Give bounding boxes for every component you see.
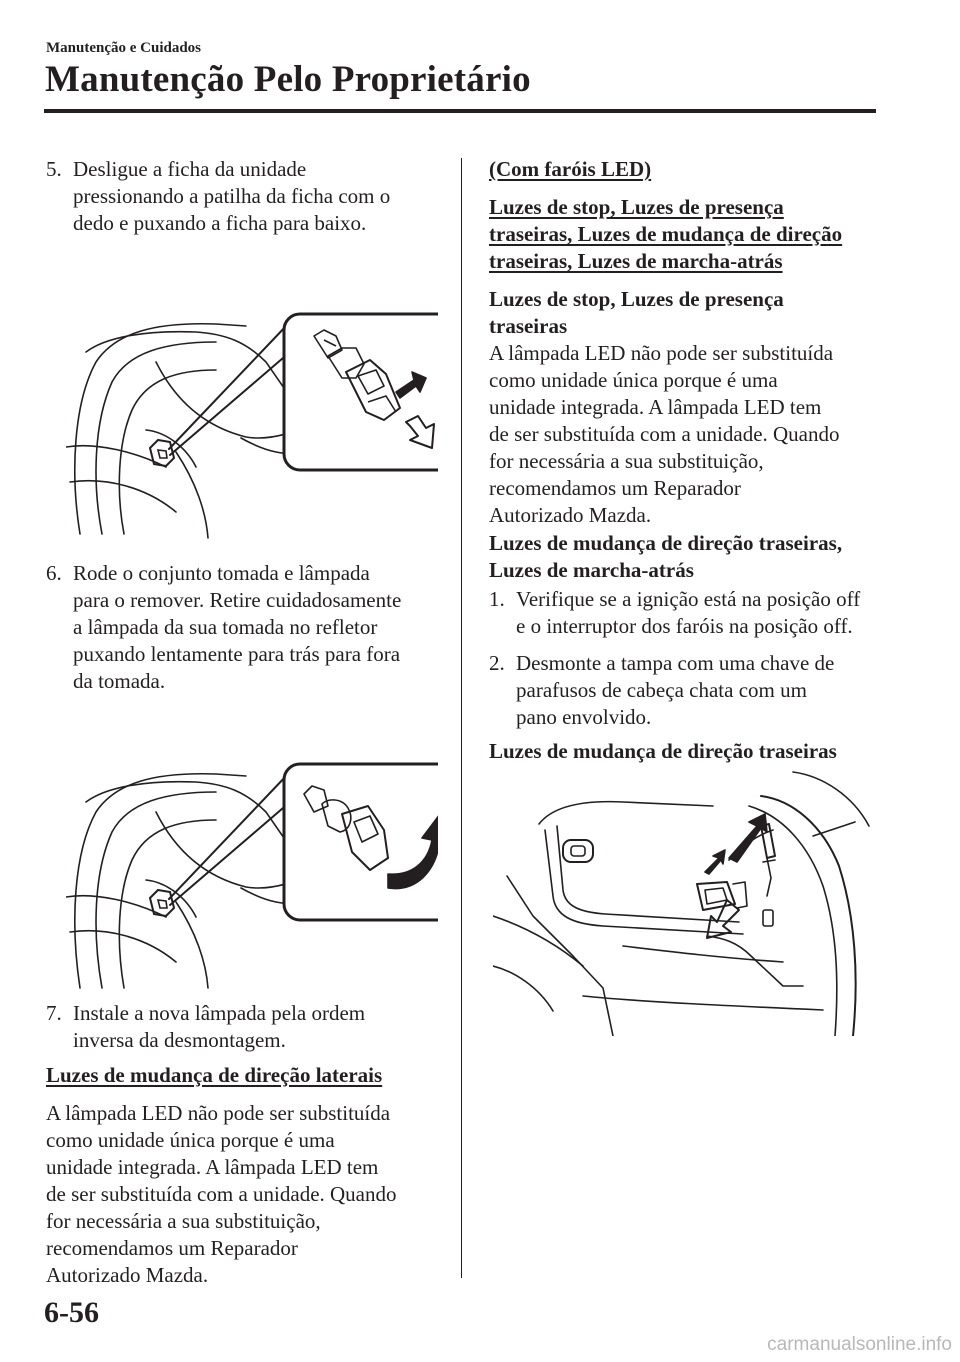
step-text: Instale a nova lâmpada pela ordem inversa da desmontagem. [73,1001,366,1052]
stop-lights-subheading: Luzes de stop, Luzes de presença traseiras [489,287,784,338]
step-number: 5. [46,157,62,181]
stop-lights-paragraph: A lâmpada LED não pode ser substituída como unidade única porque é uma unidade integrada. A lâmpada LED tem de ser substituída com a unidade. Quando for necessária a sua substituição, recomendamos um Reparador Autorizado Mazda. [489,341,840,527]
rear-lights-heading: Luzes de stop, Luzes de presença traseiras, Luzes de mudança de direção traseiras, Luzes de marcha-atrás [489,195,843,273]
rear-step-2 [489,650,889,731]
step-5 [46,156,441,237]
step-text: Rode o conjunto tomada e lâmpada para o remover. Retire cuidadosamente a lâmpada da sua tomada no refletor puxando lentamente para trás para fora da tomada. [73,561,402,693]
column-divider [461,158,462,1278]
rear-step-1 [489,586,889,640]
step-text: Desmonte a tampa com uma chave de parafusos de cabeça chata com um pano envolvido. [516,651,835,729]
step-number: 1. [489,587,505,611]
step-text: Verifique se a ignição está na posição off e o interruptor dos faróis na posição off. [516,587,861,638]
step-number: 6. [46,561,62,585]
step-6 [46,560,441,695]
step-7 [46,1000,441,1054]
side-turn-heading: Luzes de mudança de direção laterais [46,1063,383,1087]
rear-turn-reverse-subheading: Luzes de mudança de direção traseiras, Luzes de marcha-atrás [489,531,843,582]
page-title: Manutenção Pelo Proprietário [45,59,531,100]
title-rule [44,109,876,113]
step-number: 2. [489,651,505,675]
bulb-unplug-illustration [66,252,438,542]
step-number: 7. [46,1001,62,1025]
watermark: carmanualsonline.info [767,1334,952,1355]
bulb-rotate-illustration [66,702,438,992]
page-number: 6-56 [44,1296,99,1329]
led-heading: (Com faróis LED) [489,157,652,181]
rear-turn-subheading: Luzes de mudança de direção traseiras [489,739,837,763]
step-text: Desligue a ficha da unidade pressionando a patilha da ficha com o dedo e puxando a ficha para baixo. [73,157,391,235]
section-label: Manutenção e Cuidados [46,40,202,56]
trunk-cover-illustration [493,766,873,1036]
side-turn-paragraph: A lâmpada LED não pode ser substituída como unidade única porque é uma unidade integrada. A lâmpada LED tem de ser substituída com a unidade. Quando for necessária a sua substituição, recomendamos um Reparador Autorizado Mazda. [46,1101,397,1287]
